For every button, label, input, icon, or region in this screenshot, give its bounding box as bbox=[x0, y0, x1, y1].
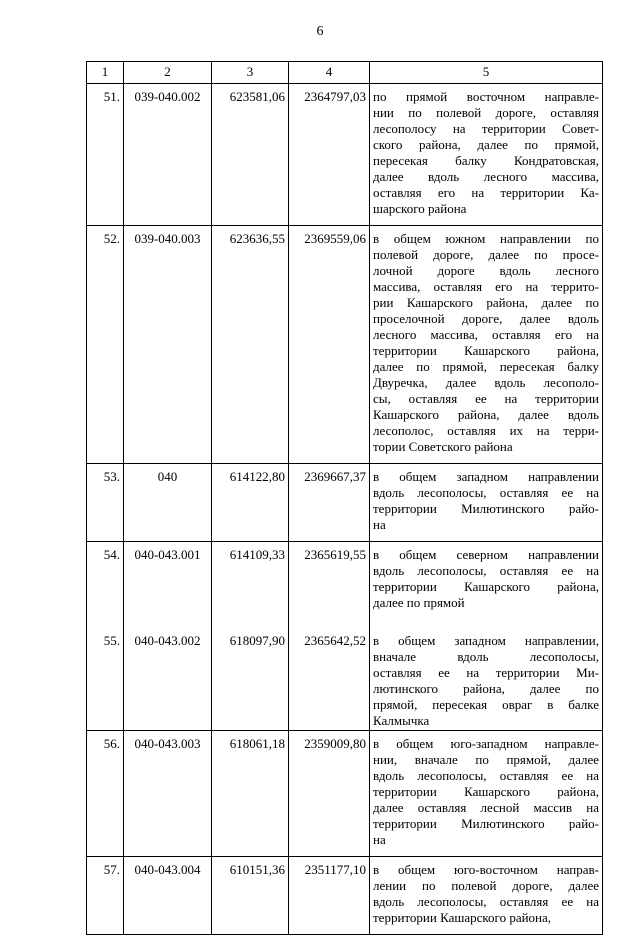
description-line: в общем юго-западном направле- bbox=[373, 736, 599, 751]
header-cell: 1 bbox=[87, 62, 124, 84]
table-header-row bbox=[87, 62, 603, 84]
description-line: далее вдоль лесного массива, bbox=[373, 169, 599, 184]
description-line: прямой, пересекая овраг в балке bbox=[373, 697, 599, 712]
description-line: далее по прямой, пересекая балку bbox=[373, 359, 599, 374]
description-line: вдоль лесополосы, оставляя ее на bbox=[373, 894, 599, 909]
description-line: вначале вдоль лесополосы, bbox=[373, 649, 599, 664]
description-line: территории Милютинского райо- bbox=[373, 501, 599, 516]
header-cell: 4 bbox=[289, 62, 370, 84]
description-line: территории Кашарского района, bbox=[373, 910, 552, 925]
description-line: оставляя его на территории Ка- bbox=[373, 185, 599, 200]
description-line: шарского района bbox=[373, 201, 467, 216]
point-code: 039-040.003 bbox=[124, 226, 212, 464]
description-line: полевой дороге, далее по просе- bbox=[373, 247, 599, 262]
point-code: 040-043.002 bbox=[124, 619, 212, 731]
row-number: 53. bbox=[87, 464, 124, 542]
coordinate-x: 614122,80 bbox=[212, 464, 289, 542]
boundary-description bbox=[370, 731, 603, 857]
coordinate-x: 623636,55 bbox=[212, 226, 289, 464]
point-code: 039-040.002 bbox=[124, 84, 212, 226]
description-line: территории Кашарского района, bbox=[373, 343, 599, 358]
description-line: проселочной дороге, далее вдоль bbox=[373, 311, 599, 326]
table-row bbox=[87, 731, 603, 857]
boundary-description bbox=[370, 857, 603, 935]
row-number: 52. bbox=[87, 226, 124, 464]
description-line: сы, оставляя ее на территории bbox=[373, 391, 599, 406]
description-line: лесополосу на территории Совет- bbox=[373, 121, 599, 136]
table-row bbox=[87, 84, 603, 226]
description-line: тории Советского района bbox=[373, 439, 513, 454]
description-line: лютинского района, далее по bbox=[373, 681, 599, 696]
coordinate-x: 623581,06 bbox=[212, 84, 289, 226]
description-line: лочной дороге вдоль лесного bbox=[373, 263, 599, 278]
boundary-description bbox=[370, 84, 603, 226]
description-line: рии Кашарского района, далее по bbox=[373, 295, 599, 310]
description-line: в общем западном направлении, bbox=[373, 633, 599, 648]
description-line: нии, вначале по прямой, далее bbox=[373, 752, 599, 767]
point-code: 040 bbox=[124, 464, 212, 542]
description-line: территории Милютинского райо- bbox=[373, 816, 599, 831]
coordinate-y: 2369667,37 bbox=[289, 464, 370, 542]
description-line: на bbox=[373, 517, 386, 532]
row-number: 51. bbox=[87, 84, 124, 226]
point-code: 040-043.004 bbox=[124, 857, 212, 935]
point-code: 040-043.003 bbox=[124, 731, 212, 857]
coordinate-x: 610151,36 bbox=[212, 857, 289, 935]
boundary-table bbox=[86, 61, 603, 935]
table-row bbox=[87, 857, 603, 935]
table-row bbox=[87, 226, 603, 464]
coordinate-x: 618097,90 bbox=[212, 619, 289, 731]
row-number: 57. bbox=[87, 857, 124, 935]
coordinate-x: 618061,18 bbox=[212, 731, 289, 857]
description-line: вдоль лесополосы, оставляя ее на bbox=[373, 768, 599, 783]
coordinate-y: 2365642,52 bbox=[289, 619, 370, 731]
description-line: нии по полевой дороге, оставляя bbox=[373, 105, 599, 120]
point-code: 040-043.001 bbox=[124, 542, 212, 620]
description-line: на bbox=[373, 832, 386, 847]
row-number: 56. bbox=[87, 731, 124, 857]
boundary-description bbox=[370, 619, 603, 731]
header-cell: 5 bbox=[370, 62, 603, 84]
description-line: ского района, далее по прямой, bbox=[373, 137, 599, 152]
table-row bbox=[87, 619, 603, 731]
boundary-description bbox=[370, 542, 603, 620]
header-cell: 2 bbox=[124, 62, 212, 84]
coordinate-x: 614109,33 bbox=[212, 542, 289, 620]
description-line: в общем юго-восточном направ- bbox=[373, 862, 599, 877]
row-number: 54. bbox=[87, 542, 124, 620]
coordinate-y: 2369559,06 bbox=[289, 226, 370, 464]
description-line: вдоль лесополосы, оставляя ее на bbox=[373, 485, 599, 500]
description-line: далее оставляя лесной массив на bbox=[373, 800, 599, 815]
row-number: 55. bbox=[87, 619, 124, 731]
boundary-description bbox=[370, 226, 603, 464]
coordinate-y: 2359009,80 bbox=[289, 731, 370, 857]
description-line: оставляя ее на территории Ми- bbox=[373, 665, 599, 680]
description-line: лесополос, оставляя их на терри- bbox=[373, 423, 599, 438]
description-line: в общем северном направлении bbox=[373, 547, 599, 562]
description-line: территории Кашарского района, bbox=[373, 579, 599, 594]
description-line: территории Кашарского района, bbox=[373, 784, 599, 799]
header-cell: 3 bbox=[212, 62, 289, 84]
description-line: лесного массива, оставляя его на bbox=[373, 327, 599, 342]
description-line: лении по полевой дороге, далее bbox=[373, 878, 599, 893]
table-row bbox=[87, 542, 603, 620]
description-line: далее по прямой bbox=[373, 595, 465, 610]
description-line: Калмычка bbox=[373, 713, 430, 728]
description-line: по прямой восточном направле- bbox=[373, 89, 599, 104]
description-line: пересекая балку Кондратовская, bbox=[373, 153, 599, 168]
description-line: Двуречка, далее вдоль лесополо- bbox=[373, 375, 599, 390]
coordinate-y: 2365619,55 bbox=[289, 542, 370, 620]
page-number: 6 bbox=[316, 24, 324, 39]
table-row bbox=[87, 464, 603, 542]
description-line: массива, оставляя его на террито- bbox=[373, 279, 599, 294]
description-line: в общем южном направлении по bbox=[373, 231, 599, 246]
description-line: в общем западном направлении bbox=[373, 469, 599, 484]
description-line: Кашарского района, далее вдоль bbox=[373, 407, 599, 422]
coordinate-y: 2364797,03 bbox=[289, 84, 370, 226]
boundary-description bbox=[370, 464, 603, 542]
description-line: вдоль лесополосы, оставляя ее на bbox=[373, 563, 599, 578]
coordinate-y: 2351177,10 bbox=[289, 857, 370, 935]
